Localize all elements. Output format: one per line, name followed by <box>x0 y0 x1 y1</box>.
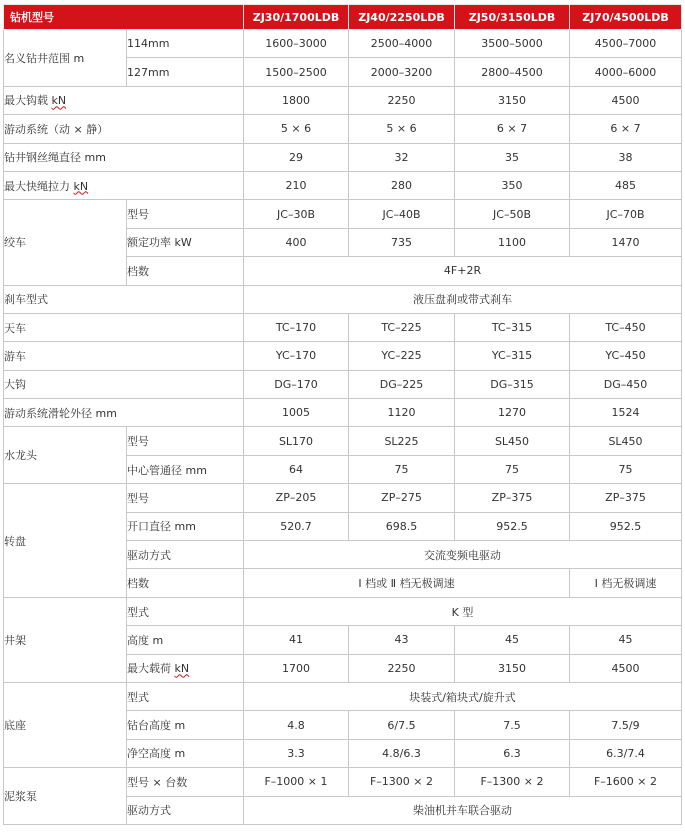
table-row <box>4 30 682 58</box>
model-zj70: ZJ70/4500LDB <box>570 5 682 30</box>
mast-height-label: 高度 m <box>127 626 244 654</box>
travel-system-label: 游动系统（动 × 静） <box>4 115 244 143</box>
cell: JC–40B <box>349 200 455 228</box>
drawworks-gears-label: 档数 <box>127 257 244 285</box>
cell: 3150 <box>455 654 570 682</box>
cell: 6.3 <box>455 739 570 767</box>
cell: TC–225 <box>349 313 455 341</box>
unit-kn: kN <box>73 179 89 193</box>
table-row <box>4 143 682 171</box>
cell: JC–70B <box>570 200 682 228</box>
cell: 75 <box>455 455 570 483</box>
substructure-type-label: 型式 <box>127 682 244 710</box>
cell: TC–315 <box>455 313 570 341</box>
cell: DG–450 <box>570 370 682 398</box>
cell: 4500 <box>570 86 682 114</box>
cell: JC–50B <box>455 200 570 228</box>
cell: 29 <box>244 143 349 171</box>
cell: DG–225 <box>349 370 455 398</box>
cell: 1700 <box>244 654 349 682</box>
depth-label: 名义钻井范围 m <box>4 30 127 87</box>
cell: SL450 <box>455 427 570 455</box>
cell: 3.3 <box>244 739 349 767</box>
model-zj40: ZJ40/2250LDB <box>349 5 455 30</box>
header-label: 钻机型号 <box>4 5 244 30</box>
cell: 400 <box>244 228 349 256</box>
mast-type-label: 型式 <box>127 597 244 625</box>
cell: 75 <box>570 455 682 483</box>
cell: DG–315 <box>455 370 570 398</box>
cell: 952.5 <box>570 512 682 540</box>
cell: SL450 <box>570 427 682 455</box>
cell: 7.5 <box>455 711 570 739</box>
fast-line-label: 最大快绳拉力 kN <box>4 171 244 199</box>
hook-label: 大钩 <box>4 370 244 398</box>
traveling-block-label: 游车 <box>4 342 244 370</box>
depth-114-zj50: 3500–5000 <box>455 30 570 58</box>
cell: DG–170 <box>244 370 349 398</box>
depth-127-zj30: 1500–2500 <box>244 58 349 86</box>
cell: 4500 <box>570 654 682 682</box>
cell: 6/7.5 <box>349 711 455 739</box>
cell: 952.5 <box>455 512 570 540</box>
table-row <box>4 370 682 398</box>
cell: YC–170 <box>244 342 349 370</box>
table-row <box>4 313 682 341</box>
cell: 2250 <box>349 654 455 682</box>
cell: 6.3/7.4 <box>570 739 682 767</box>
cell: YC–315 <box>455 342 570 370</box>
cell: 38 <box>570 143 682 171</box>
drawworks-model-label: 型号 <box>127 200 244 228</box>
unit-kn: kN <box>174 662 190 676</box>
mud-pump-drive-label: 驱动方式 <box>127 796 244 824</box>
table-row <box>4 342 682 370</box>
cell: 43 <box>349 626 455 654</box>
table-row <box>4 86 682 114</box>
cell: 交流变频电驱动 <box>244 541 682 569</box>
table-row <box>4 399 682 427</box>
cell: SL225 <box>349 427 455 455</box>
cell: Ⅰ 档或 Ⅱ 档无极调速 <box>244 569 570 597</box>
cell: 32 <box>349 143 455 171</box>
cell: 5 × 6 <box>349 115 455 143</box>
cell: 3150 <box>455 86 570 114</box>
cell: ZP–275 <box>349 484 455 512</box>
mast-load-label: 最大载荷 kN <box>127 654 244 682</box>
depth-114-zj30: 1600–3000 <box>244 30 349 58</box>
cell: F–1600 × 2 <box>570 768 682 796</box>
table-row <box>4 200 682 228</box>
mud-pump-label: 泥浆泵 <box>4 768 127 825</box>
depth-127-zj70: 4000–6000 <box>570 58 682 86</box>
cell: 1800 <box>244 86 349 114</box>
brake-label: 刹车型式 <box>4 285 244 313</box>
cell: ZP–205 <box>244 484 349 512</box>
cell: 1100 <box>455 228 570 256</box>
cell: YC–450 <box>570 342 682 370</box>
mast-label: 井架 <box>4 597 127 682</box>
unit-kn: kN <box>51 94 67 108</box>
table-row <box>4 285 682 313</box>
rotary-drive-label: 驱动方式 <box>127 541 244 569</box>
header-row <box>4 5 682 30</box>
drilling-rig-spec-table <box>3 4 682 825</box>
cell: F–1300 × 2 <box>455 768 570 796</box>
crown-block-label: 天车 <box>4 313 244 341</box>
cell: 520.7 <box>244 512 349 540</box>
cell: F–1000 × 1 <box>244 768 349 796</box>
cell: TC–170 <box>244 313 349 341</box>
table-row <box>4 768 682 796</box>
drawworks-label: 绞车 <box>4 200 127 285</box>
drawworks-power-label: 额定功率 kW <box>127 228 244 256</box>
cell: ZP–375 <box>570 484 682 512</box>
depth-127-zj50: 2800–4500 <box>455 58 570 86</box>
rotary-gears-label: 档数 <box>127 569 244 597</box>
table-row <box>4 484 682 512</box>
rotary-model-label: 型号 <box>127 484 244 512</box>
cell: K 型 <box>244 597 682 625</box>
sheave-label: 游动系统滑轮外径 mm <box>4 399 244 427</box>
swivel-bore-label: 中心管通径 mm <box>127 455 244 483</box>
cell: 698.5 <box>349 512 455 540</box>
cell: 1005 <box>244 399 349 427</box>
table-row <box>4 682 682 710</box>
depth-114-zj40: 2500–4000 <box>349 30 455 58</box>
depth-sub-127: 127mm <box>127 58 244 86</box>
cell: SL170 <box>244 427 349 455</box>
cell: 280 <box>349 171 455 199</box>
depth-sub-114: 114mm <box>127 30 244 58</box>
cell: Ⅰ 档无极调速 <box>570 569 682 597</box>
cell: 1120 <box>349 399 455 427</box>
cell: 210 <box>244 171 349 199</box>
depth-114-zj70: 4500–7000 <box>570 30 682 58</box>
cell: 4F+2R <box>244 257 682 285</box>
model-zj30: ZJ30/1700LDB <box>244 5 349 30</box>
cell: TC–450 <box>570 313 682 341</box>
cell: F–1300 × 2 <box>349 768 455 796</box>
substructure-label: 底座 <box>4 682 127 767</box>
cell: 6 × 7 <box>455 115 570 143</box>
mud-pump-model-label: 型号 × 台数 <box>127 768 244 796</box>
cell: 75 <box>349 455 455 483</box>
swivel-model-label: 型号 <box>127 427 244 455</box>
table-row <box>4 115 682 143</box>
cell: 64 <box>244 455 349 483</box>
cell: YC–225 <box>349 342 455 370</box>
substructure-clear-label: 净空高度 m <box>127 739 244 767</box>
cell: 1524 <box>570 399 682 427</box>
table-row <box>4 171 682 199</box>
cell: 5 × 6 <box>244 115 349 143</box>
cell: 2250 <box>349 86 455 114</box>
cell: 1470 <box>570 228 682 256</box>
cell: 35 <box>455 143 570 171</box>
cell: 45 <box>570 626 682 654</box>
cell: 350 <box>455 171 570 199</box>
cell: 45 <box>455 626 570 654</box>
cell: JC–30B <box>244 200 349 228</box>
cell: 6 × 7 <box>570 115 682 143</box>
cell: 块装式/箱块式/旋升式 <box>244 682 682 710</box>
wire-rope-label: 钻井钢丝绳直径 mm <box>4 143 244 171</box>
model-zj50: ZJ50/3150LDB <box>455 5 570 30</box>
cell: 液压盘刹或带式刹车 <box>244 285 682 313</box>
cell: 4.8/6.3 <box>349 739 455 767</box>
cell: 41 <box>244 626 349 654</box>
table-row <box>4 597 682 625</box>
table-row <box>4 427 682 455</box>
max-hook-load-label: 最大钩载 kN <box>4 86 244 114</box>
cell: 735 <box>349 228 455 256</box>
depth-127-zj40: 2000–3200 <box>349 58 455 86</box>
cell: 1270 <box>455 399 570 427</box>
cell: 4.8 <box>244 711 349 739</box>
cell: 485 <box>570 171 682 199</box>
swivel-label: 水龙头 <box>4 427 127 484</box>
cell: ZP–375 <box>455 484 570 512</box>
substructure-floor-label: 钻台高度 m <box>127 711 244 739</box>
cell: 柴油机并车联合驱动 <box>244 796 682 824</box>
cell: 7.5/9 <box>570 711 682 739</box>
rotary-opening-label: 开口直径 mm <box>127 512 244 540</box>
rotary-label: 转盘 <box>4 484 127 598</box>
